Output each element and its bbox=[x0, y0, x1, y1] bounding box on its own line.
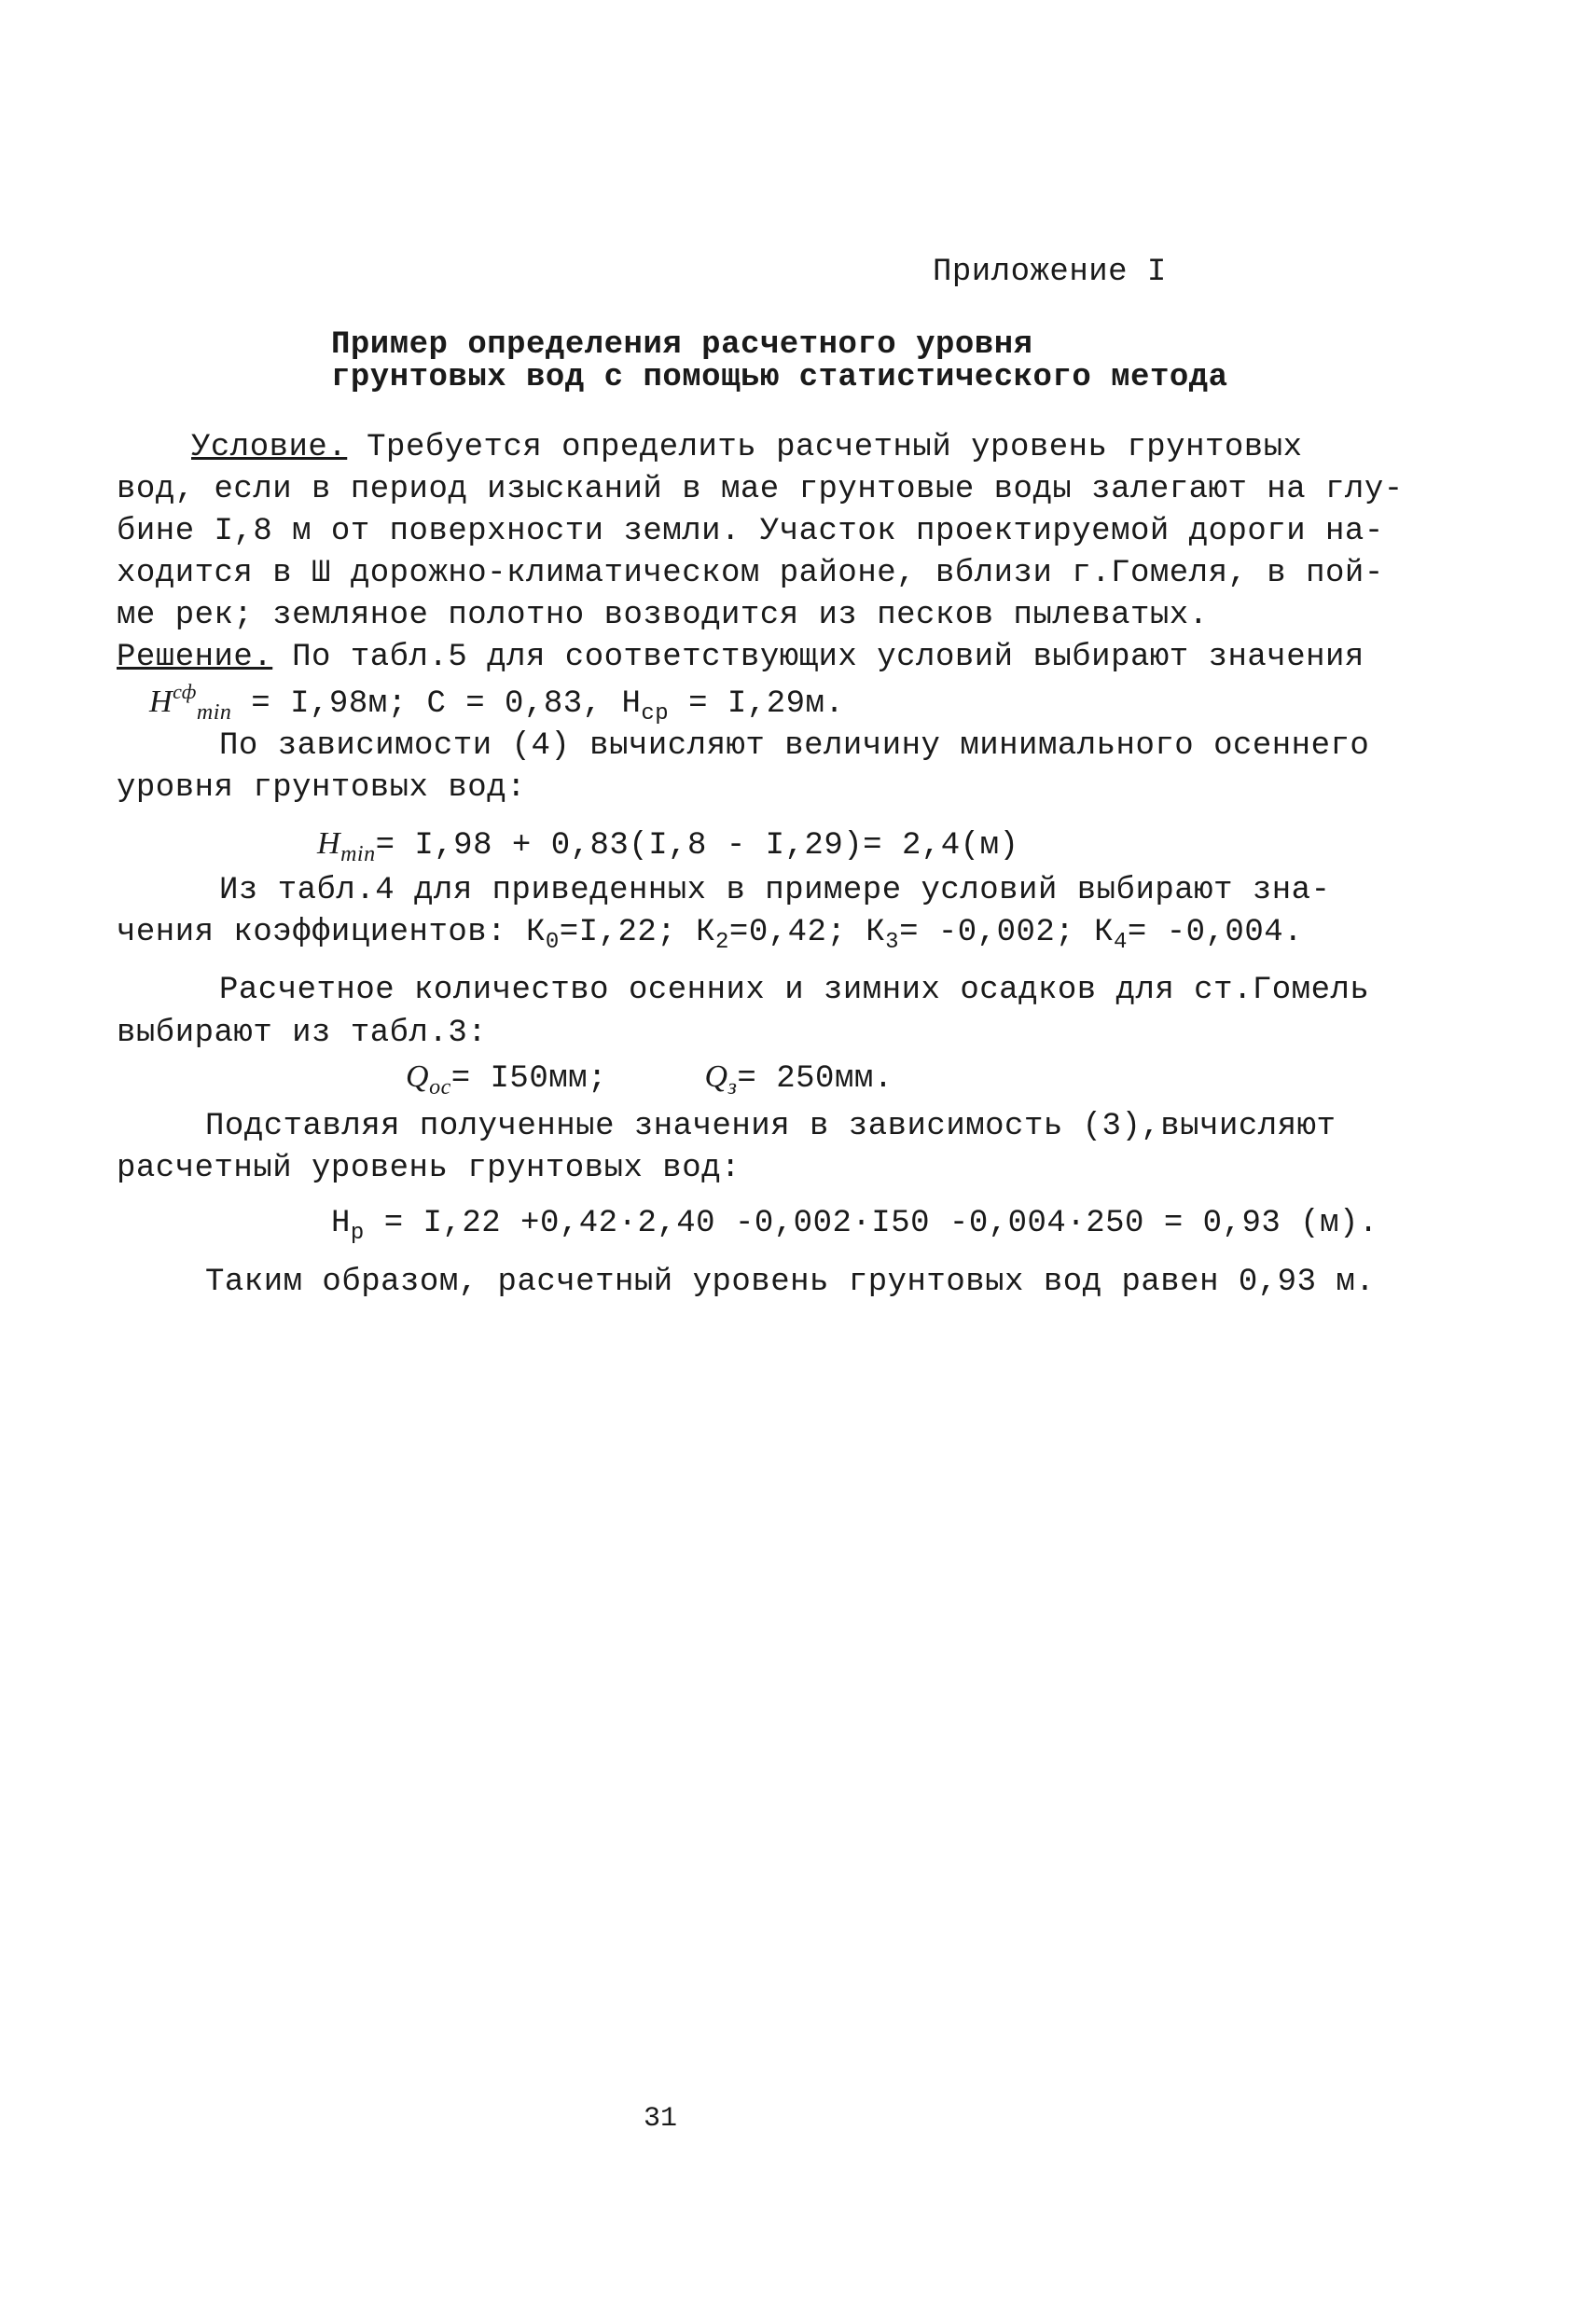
solution-line-1 bbox=[117, 639, 1364, 676]
appendix-label: Приложение I bbox=[933, 255, 1167, 290]
table4-line-1: Из табл.4 для приведенных в примере условий выбирают зна- bbox=[219, 873, 1331, 908]
condition-paragraph-line-5: ме рек; земляное полотно возводится из песков пылеватых. bbox=[117, 598, 1209, 633]
q3-subscript: з bbox=[727, 1075, 738, 1100]
title-line-2: грунтовых вод с помощью статистического метода bbox=[331, 360, 1228, 395]
h-subscript: min bbox=[196, 700, 232, 725]
h-superscript: сф bbox=[173, 680, 197, 703]
precipitation-line-2: выбирают из табл.3: bbox=[117, 1016, 488, 1051]
condition-paragraph-line-4: ходится в Ш дорожно-климатическом районе, вблизи г.Гомеля, в пой- bbox=[117, 556, 1384, 591]
equation-hp bbox=[331, 1205, 1378, 1246]
dependency-line-2: уровня грунтовых вод: bbox=[117, 770, 526, 806]
equation-hmin bbox=[317, 825, 1018, 865]
solution-label: Решение. bbox=[117, 640, 273, 675]
solution-text: По табл.5 для соответствующих условий выбирают значения bbox=[272, 640, 1364, 675]
condition-paragraph-line-2: вод, если в период изысканий в мае грунтовые воды залегают на глу- bbox=[117, 472, 1404, 507]
qoc-value: = I50мм; bbox=[450, 1061, 607, 1097]
page-number: 31 bbox=[644, 2103, 678, 2135]
h-symbol: H bbox=[149, 685, 173, 719]
dependency-line-1: По зависимости (4) вычисляют величину минимального осеннего bbox=[219, 728, 1370, 764]
qoc-subscript: ос bbox=[429, 1075, 451, 1100]
condition-label: Условие. bbox=[191, 430, 348, 465]
k2-value: =0,42; К bbox=[728, 915, 886, 950]
condition-paragraph-line-1 bbox=[191, 429, 1303, 466]
substitution-line-2: расчетный уровень грунтовых вод: bbox=[117, 1151, 741, 1186]
k0-value: =I,22; К bbox=[559, 915, 716, 950]
qoc-symbol: Q bbox=[406, 1059, 430, 1094]
table4-line-2 bbox=[117, 914, 1304, 955]
hp-text: = I,22 +0,42·2,40 -0,002·I50 -0,004·250 = 0,93 (м). bbox=[364, 1206, 1378, 1241]
q3-symbol: Q bbox=[704, 1059, 728, 1094]
eq1-subscript: min bbox=[340, 842, 376, 866]
hcp-value: = I,29м. bbox=[669, 686, 845, 722]
k0-subscript: 0 bbox=[545, 930, 560, 955]
eq1-symbol: H bbox=[317, 826, 341, 861]
k4-value: = -0,004. bbox=[1127, 915, 1304, 950]
hcp-subscript: ср bbox=[641, 701, 670, 726]
k4-subscript: 4 bbox=[1114, 930, 1128, 955]
values-text: = I,98м; С = 0,83, H bbox=[231, 686, 642, 722]
hp-subscript: р bbox=[350, 1221, 365, 1246]
hp-symbol: H bbox=[331, 1206, 351, 1241]
k3-value: = -0,002; К bbox=[899, 915, 1114, 950]
precipitation-values bbox=[406, 1058, 893, 1098]
title-line-1: Пример определения расчетного уровня bbox=[331, 327, 1033, 363]
conclusion: Таким образом, расчетный уровень грунтовых вод равен 0,93 м. bbox=[205, 1265, 1376, 1300]
condition-text: Требуется определить расчетный уровень грунтовых bbox=[347, 430, 1303, 465]
k3-subscript: 3 bbox=[885, 930, 900, 955]
condition-paragraph-line-3: бине I,8 м от поверхности земли. Участок проектируемой дороги на- bbox=[117, 514, 1384, 549]
k2-subscript: 2 bbox=[715, 930, 729, 955]
solution-values bbox=[149, 680, 845, 726]
eq1-text: = I,98 + 0,83(I,8 - I,29)= 2,4(м) bbox=[375, 828, 1019, 864]
substitution-line-1: Подставляя полученные значения в зависимость (3),вычисляют bbox=[205, 1109, 1337, 1144]
spacer bbox=[607, 1061, 705, 1097]
coeff-prefix: чения коэффициентов: К bbox=[117, 915, 546, 950]
precipitation-line-1: Расчетное количество осенних и зимних осадков для ст.Гомель bbox=[219, 973, 1370, 1008]
q3-value: = 250мм. bbox=[737, 1061, 893, 1097]
